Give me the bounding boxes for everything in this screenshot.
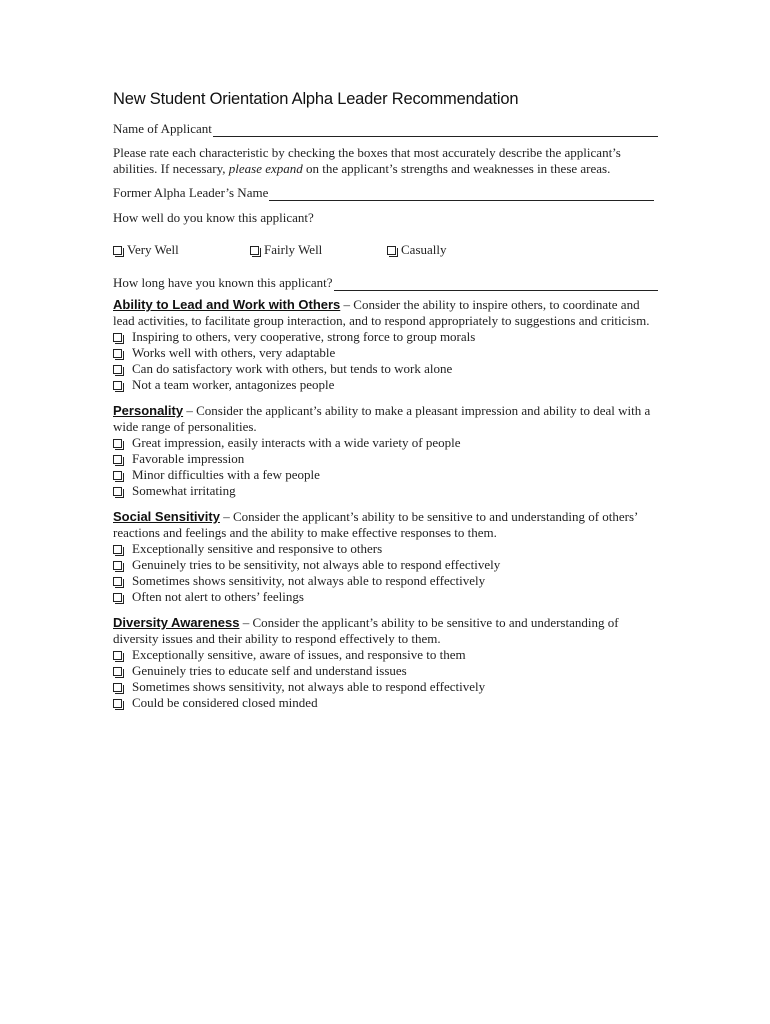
checkbox-icon[interactable] xyxy=(113,246,122,255)
item-label: Sometimes shows sensitivity, not always able to respond effectively xyxy=(132,679,486,694)
item-label: Can do satisfactory work with others, but tends to work alone xyxy=(132,361,453,376)
section-diversity-awareness xyxy=(113,615,658,711)
checkbox-icon[interactable] xyxy=(113,651,122,660)
item-label: Genuinely tries to educate self and understand issues xyxy=(132,663,407,678)
section-heading: Social Sensitivity xyxy=(113,509,220,524)
list-item[interactable] xyxy=(113,695,658,711)
checkbox-icon[interactable] xyxy=(113,381,122,390)
section-description: – Consider the applicant’s ability to be sensitive to and understanding of diversity issues and their ability to respond effectively to them. xyxy=(113,615,619,646)
section-intro xyxy=(113,615,658,647)
checkbox-icon[interactable] xyxy=(113,365,122,374)
list-item[interactable] xyxy=(113,541,658,557)
checkbox-icon[interactable] xyxy=(113,683,122,692)
checkbox-icon[interactable] xyxy=(113,545,122,554)
rating-checklist xyxy=(113,541,658,605)
list-item[interactable] xyxy=(113,435,658,451)
item-label: Not a team worker, antagonizes people xyxy=(132,377,335,392)
section-social-sensitivity xyxy=(113,509,658,605)
checkbox-icon[interactable] xyxy=(113,667,122,676)
how-long-field[interactable] xyxy=(113,273,658,291)
checkbox-icon[interactable] xyxy=(387,246,396,255)
item-label: Genuinely tries to be sensitivity, not always able to respond effectively xyxy=(132,557,501,572)
checkbox-icon[interactable] xyxy=(113,699,122,708)
former-leader-name-field[interactable] xyxy=(113,183,658,201)
section-intro xyxy=(113,403,658,435)
section-personality xyxy=(113,403,658,499)
how-long-label: How long have you known this applicant? xyxy=(113,275,333,290)
option-label: Very Well xyxy=(127,242,179,257)
instructions-text-1: Please rate each characteristic by checking the boxes that most accurately describe the applicant’s abilities. If necessary, xyxy=(113,145,621,176)
item-label: Works well with others, very adaptable xyxy=(132,345,336,360)
item-label: Great impression, easily interacts with a wide variety of people xyxy=(132,435,461,450)
section-heading: Personality xyxy=(113,403,184,418)
how-long-blank[interactable] xyxy=(334,278,658,291)
list-item[interactable] xyxy=(113,451,658,467)
checkbox-icon[interactable] xyxy=(113,487,122,496)
list-item[interactable] xyxy=(113,679,658,695)
rating-checklist xyxy=(113,647,658,711)
checkbox-icon[interactable] xyxy=(113,577,122,586)
checkbox-icon[interactable] xyxy=(113,593,122,602)
instructions-text-2: on the applicant’s strengths and weaknesses in these areas. xyxy=(302,161,611,176)
option-label: Fairly Well xyxy=(264,242,323,257)
section-description: – Consider the ability to inspire others, to coordinate and lead activities, to facilitate group interaction, and to respond appropriately to suggestions and criticism. xyxy=(113,297,650,328)
section-intro xyxy=(113,509,658,541)
page-title: New Student Orientation Alpha Leader Recommendation xyxy=(113,90,519,108)
list-item[interactable] xyxy=(113,483,658,499)
item-label: Sometimes shows sensitivity, not always able to respond effectively xyxy=(132,573,486,588)
list-item[interactable] xyxy=(113,377,658,393)
list-item[interactable] xyxy=(113,663,658,679)
section-heading: Ability to Lead and Work with Others xyxy=(113,297,341,312)
list-item[interactable] xyxy=(113,557,658,573)
item-label: Often not alert to others’ feelings xyxy=(132,589,304,604)
list-item[interactable] xyxy=(113,345,658,361)
know-options xyxy=(113,242,658,258)
checkbox-icon[interactable] xyxy=(113,561,122,570)
list-item[interactable] xyxy=(113,361,658,377)
item-label: Could be considered closed minded xyxy=(132,695,318,710)
former-leader-name-label: Former Alpha Leader’s Name xyxy=(113,185,269,200)
item-label: Exceptionally sensitive and responsive to others xyxy=(132,541,383,556)
checkbox-icon[interactable] xyxy=(113,455,122,464)
applicant-name-field[interactable] xyxy=(113,119,658,137)
list-item[interactable] xyxy=(113,573,658,589)
list-item[interactable] xyxy=(113,467,658,483)
checkbox-icon[interactable] xyxy=(113,333,122,342)
applicant-name-blank[interactable] xyxy=(213,124,658,137)
instructions-paragraph xyxy=(113,145,658,177)
item-label: Exceptionally sensitive, aware of issues, and responsive to them xyxy=(132,647,466,662)
option-casually[interactable] xyxy=(387,242,524,258)
option-fairly-well[interactable] xyxy=(250,242,387,258)
rating-checklist xyxy=(113,435,658,499)
section-heading: Diversity Awareness xyxy=(113,615,240,630)
item-label: Favorable impression xyxy=(132,451,245,466)
instructions-emphasis: please expand xyxy=(228,161,303,176)
rating-checklist xyxy=(113,329,658,393)
applicant-name-label: Name of Applicant xyxy=(113,121,212,136)
section-intro xyxy=(113,297,658,329)
checkbox-icon[interactable] xyxy=(113,349,122,358)
checkbox-icon[interactable] xyxy=(113,471,122,480)
item-label: Minor difficulties with a few people xyxy=(132,467,320,482)
list-item[interactable] xyxy=(113,647,658,663)
item-label: Somewhat irritating xyxy=(132,483,236,498)
recommendation-form xyxy=(113,90,658,711)
know-question: How well do you know this applicant? xyxy=(113,210,314,225)
former-leader-name-blank[interactable] xyxy=(269,188,654,201)
section-description: – Consider the applicant’s ability to be sensitive to and understanding of others’ reactions and feelings and the ability to make effective responses to them. xyxy=(113,509,638,540)
checkbox-icon[interactable] xyxy=(113,439,122,448)
checkbox-icon[interactable] xyxy=(250,246,259,255)
item-label: Inspiring to others, very cooperative, strong force to group morals xyxy=(132,329,476,344)
section-lead-work xyxy=(113,297,658,393)
section-description: – Consider the applicant’s ability to make a pleasant impression and ability to deal with a wide range of personalities. xyxy=(113,403,651,434)
option-label: Casually xyxy=(401,242,447,257)
option-very-well[interactable] xyxy=(113,242,250,258)
list-item[interactable] xyxy=(113,589,658,605)
list-item[interactable] xyxy=(113,329,658,345)
